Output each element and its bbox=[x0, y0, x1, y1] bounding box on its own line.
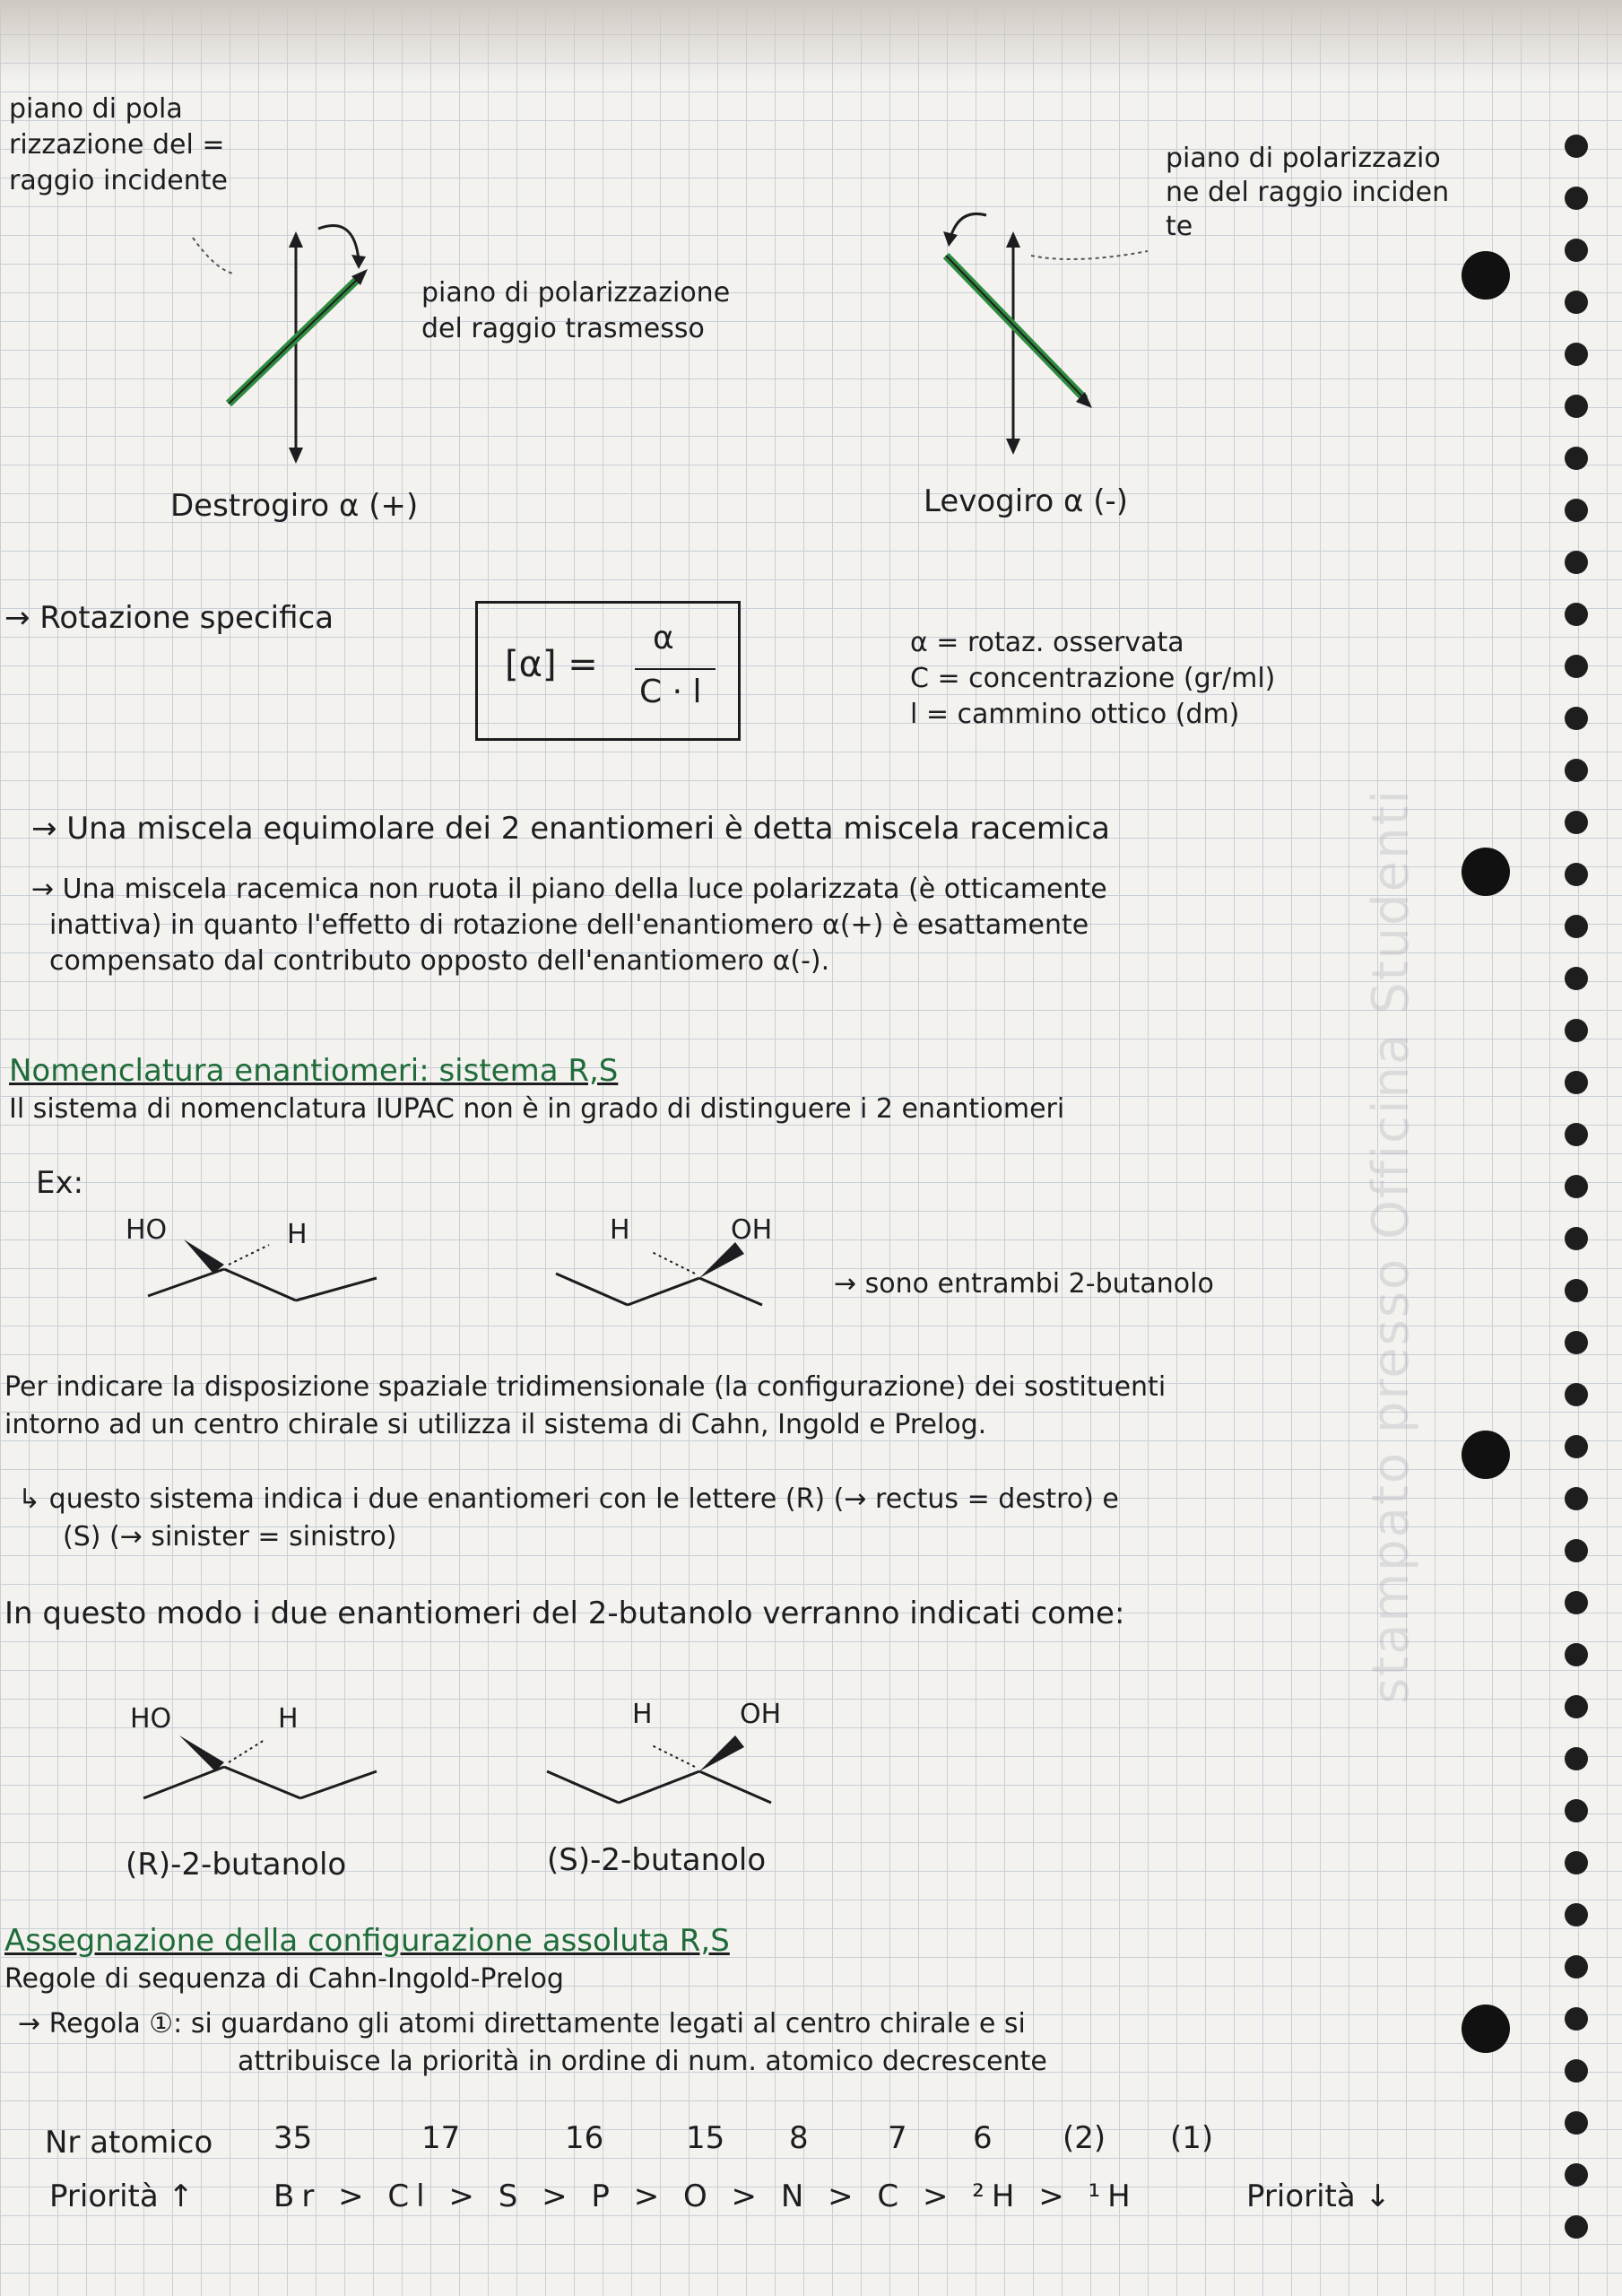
watermark: stampato presso Officina Studenti bbox=[1362, 787, 1420, 1704]
spiral-hole bbox=[1565, 1643, 1588, 1666]
spiral-binding bbox=[1514, 0, 1622, 2296]
spiral-hole bbox=[1565, 1123, 1588, 1146]
atomic-number-7: 7 bbox=[888, 2120, 907, 2156]
spiral-hole bbox=[1565, 2163, 1588, 2187]
mol1-h-label: H bbox=[287, 1219, 308, 1250]
incident-plane-note-line1: piano di pola bbox=[9, 93, 183, 125]
spiral-hole bbox=[1565, 1331, 1588, 1354]
priority-high-label: Priorità ↑ bbox=[49, 2179, 195, 2214]
spiral-hole bbox=[1565, 1851, 1588, 1874]
rule1-line2: attribuisce la priorità in ordine di num. atomico decrescente bbox=[238, 2046, 1047, 2077]
spiral-hole bbox=[1565, 1071, 1588, 1094]
spiral-hole bbox=[1565, 135, 1588, 158]
formula-numerator: α bbox=[653, 620, 674, 657]
spiral-hole bbox=[1565, 915, 1588, 938]
atomic-number-35: 35 bbox=[273, 2120, 313, 2156]
spiral-hole bbox=[1565, 2215, 1588, 2239]
spiral-hole bbox=[1565, 1903, 1588, 1926]
levo-incident-note-line3: te bbox=[1166, 211, 1193, 242]
atomic-number-protium: (1) bbox=[1170, 2120, 1214, 2156]
spiral-hole bbox=[1565, 499, 1588, 522]
levo-incident-note-line2: ne del raggio inciden bbox=[1166, 177, 1450, 208]
example-label: Ex: bbox=[36, 1165, 84, 1201]
spiral-hole bbox=[1565, 187, 1588, 210]
mol2-h-label: H bbox=[610, 1214, 630, 1246]
spiral-hole bbox=[1565, 1227, 1588, 1250]
atomic-number-17: 17 bbox=[421, 2120, 461, 2156]
mol2-oh-label: OH bbox=[731, 1214, 773, 1246]
mol1-ho-label: HO bbox=[126, 1214, 168, 1246]
atomic-number-8: 8 bbox=[789, 2120, 809, 2156]
cip-intro-line2: intorno ad un centro chirale si utilizza il sistema di Cahn, Ingold e Prelog. bbox=[4, 1409, 987, 1440]
priority-sequence: Br > Cl > S > P > O > N > C > ²H > ¹H bbox=[273, 2179, 1138, 2214]
indicated-as-line: In questo modo i due enantiomeri del 2-butanolo verranno indicati come: bbox=[4, 1596, 1125, 1631]
formula-denominator: C · l bbox=[639, 674, 702, 710]
racemic-explanation-line1: → Una miscela racemica non ruota il piano della luce polarizzata (è otticamente bbox=[31, 874, 1107, 905]
spiral-hole bbox=[1565, 1747, 1588, 1770]
atomic-number-16: 16 bbox=[565, 2120, 604, 2156]
legend-path-length: l = cammino ottico (dm) bbox=[910, 699, 1240, 730]
spiral-hole bbox=[1565, 551, 1588, 574]
cip-rules-subheading: Regole di sequenza di Cahn-Ingold-Prelog bbox=[4, 1963, 564, 1995]
r-mol-ho-label: HO bbox=[130, 1703, 172, 1735]
racemic-explanation-line2: inattiva) in quanto l'effetto di rotazione dell'enantiomero α(+) è esattamente bbox=[49, 909, 1089, 941]
spiral-hole bbox=[1565, 1435, 1588, 1458]
spiral-hole bbox=[1565, 1487, 1588, 1510]
spiral-hole bbox=[1565, 655, 1588, 678]
spiral-hole bbox=[1565, 1591, 1588, 1614]
spiral-hole bbox=[1565, 291, 1588, 314]
nomenclature-heading: Nomenclatura enantiomeri: sistema R,S bbox=[9, 1053, 619, 1089]
spiral-hole bbox=[1565, 1799, 1588, 1822]
spiral-hole bbox=[1565, 1279, 1588, 1302]
spiral-hole bbox=[1565, 447, 1588, 470]
both-2-butanol-note: → sono entrambi 2-butanolo bbox=[834, 1268, 1214, 1300]
transmitted-plane-note-line1: piano di polarizzazione bbox=[421, 277, 731, 309]
s-2-butanol-name: (S)-2-butanolo bbox=[547, 1842, 767, 1878]
atomic-number-15: 15 bbox=[686, 2120, 725, 2156]
racemic-definition: → Una miscela equimolare dei 2 enantiomeri è detta miscela racemica bbox=[31, 811, 1110, 847]
incident-plane-note-line2: rizzazione del = bbox=[9, 129, 225, 161]
rs-letters-line1: ↳ questo sistema indica i due enantiomeri con le lettere (R) (→ rectus = destro) e bbox=[18, 1483, 1119, 1515]
spiral-hole bbox=[1565, 343, 1588, 366]
margin-dot bbox=[1462, 1431, 1510, 1479]
spiral-hole bbox=[1565, 2111, 1588, 2135]
spiral-hole bbox=[1565, 759, 1588, 782]
spiral-hole bbox=[1565, 395, 1588, 418]
incident-plane-note-line3: raggio incidente bbox=[9, 165, 228, 196]
spiral-hole bbox=[1565, 239, 1588, 262]
rs-letters-line2: (S) (→ sinister = sinistro) bbox=[63, 1521, 397, 1552]
spiral-hole bbox=[1565, 1539, 1588, 1562]
margin-dot bbox=[1462, 848, 1510, 896]
atomic-number-6: 6 bbox=[973, 2120, 993, 2156]
margin-dot bbox=[1462, 251, 1510, 300]
dextrorotatory-label: Destrogiro α (+) bbox=[170, 488, 419, 524]
spiral-hole bbox=[1565, 1019, 1588, 1042]
spiral-hole bbox=[1565, 1383, 1588, 1406]
r-mol-h-label: H bbox=[278, 1703, 299, 1735]
spiral-hole bbox=[1565, 1955, 1588, 1979]
formula-lhs: [α] = bbox=[505, 644, 598, 685]
spiral-hole bbox=[1565, 1695, 1588, 1718]
spiral-hole bbox=[1565, 603, 1588, 626]
spiral-hole bbox=[1565, 707, 1588, 730]
spiral-hole bbox=[1565, 2059, 1588, 2083]
margin-dot bbox=[1462, 2005, 1510, 2053]
iupac-limitation-line: Il sistema di nomenclatura IUPAC non è in grado di distinguere i 2 enantiomeri bbox=[9, 1093, 1065, 1125]
priority-low-label: Priorità ↓ bbox=[1246, 2179, 1392, 2214]
spiral-hole bbox=[1565, 863, 1588, 886]
r-2-butanol-name: (R)-2-butanolo bbox=[126, 1847, 347, 1883]
levo-incident-note-line1: piano di polarizzazio bbox=[1166, 143, 1441, 174]
cip-intro-line1: Per indicare la disposizione spaziale tridimensionale (la configurazione) dei sostituenti bbox=[4, 1371, 1167, 1403]
atomic-number-label: Nr atomico bbox=[45, 2125, 213, 2161]
specific-rotation-label: → Rotazione specifica bbox=[4, 600, 334, 636]
s-mol-h-label: H bbox=[632, 1699, 653, 1730]
legend-alpha: α = rotaz. osservata bbox=[910, 627, 1184, 658]
levorotatory-label: Levogiro α (-) bbox=[924, 483, 1129, 519]
transmitted-plane-note-line2: del raggio trasmesso bbox=[421, 313, 705, 344]
spiral-hole bbox=[1565, 1175, 1588, 1198]
assignment-heading: Assegnazione della configurazione assoluta R,S bbox=[4, 1923, 730, 1959]
spiral-hole bbox=[1565, 2007, 1588, 2031]
s-mol-oh-label: OH bbox=[740, 1699, 782, 1730]
legend-concentration: C = concentrazione (gr/ml) bbox=[910, 663, 1276, 694]
rule1-line1: → Regola ①: si guardano gli atomi direttamente legati al centro chirale e si bbox=[18, 2008, 1026, 2039]
spiral-hole bbox=[1565, 811, 1588, 834]
atomic-number-deuterium: (2) bbox=[1063, 2120, 1106, 2156]
spiral-hole bbox=[1565, 967, 1588, 990]
racemic-explanation-line3: compensato dal contributo opposto dell'enantiomero α(-). bbox=[49, 945, 830, 977]
